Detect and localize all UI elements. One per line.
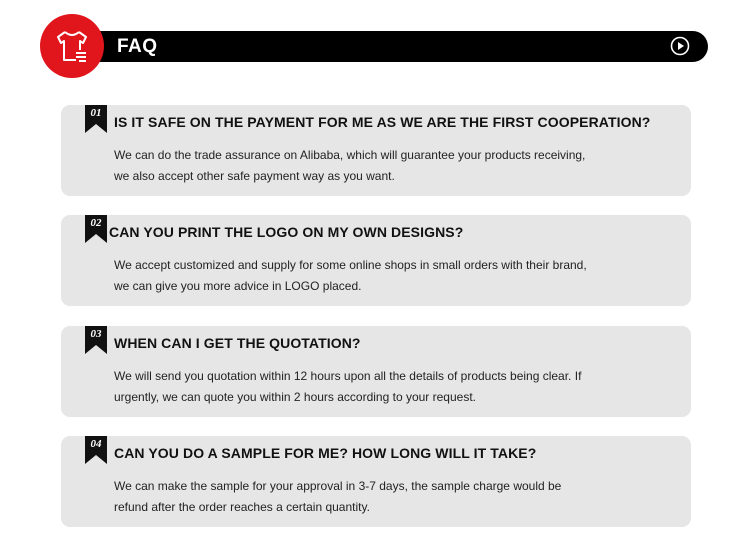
faq-question: IS IT SAFE ON THE PAYMENT FOR ME AS WE ARE THE FIRST COOPERATION? — [114, 114, 651, 130]
faq-item-3 — [61, 326, 691, 417]
answer-line: refund after the order reaches a certain quantity. — [114, 500, 370, 514]
faq-question: CAN YOU DO A SAMPLE FOR ME? HOW LONG WILL IT TAKE? — [114, 445, 537, 461]
faq-answer — [114, 476, 594, 518]
answer-line: we also accept other safe payment way as you want. — [114, 169, 395, 183]
number-badge — [85, 105, 107, 133]
page-title: FAQ — [117, 36, 158, 57]
item-number: 01 — [90, 107, 102, 119]
answer-line: We can do the trade assurance on Alibaba, which will guarantee your products receiving, — [114, 148, 586, 162]
faq-item-2 — [61, 215, 691, 306]
answer-line: We will send you quotation within 12 hours upon all the details of products being clear. If — [114, 369, 582, 383]
answer-line: We can make the sample for your approval in 3-7 days, the sample charge would be — [114, 479, 562, 493]
item-number: 04 — [90, 438, 102, 450]
faq-answer — [114, 145, 594, 187]
number-badge — [85, 436, 107, 464]
faq-item-1 — [61, 105, 691, 196]
play-circle-icon[interactable] — [670, 36, 690, 56]
answer-line: urgently, we can quote you within 2 hours according to your request. — [114, 390, 476, 404]
faq-header-bar — [62, 31, 708, 62]
number-badge — [85, 215, 107, 243]
item-number: 03 — [90, 328, 102, 340]
answer-line: we can give you more advice in LOGO placed. — [114, 279, 362, 293]
answer-line: We accept customized and supply for some online shops in small orders with their brand, — [114, 258, 587, 272]
logo-badge — [40, 14, 104, 78]
faq-item-4 — [61, 436, 691, 527]
faq-answer — [114, 366, 594, 408]
tshirt-icon — [52, 26, 92, 66]
item-number: 02 — [90, 217, 102, 229]
faq-question: WHEN CAN I GET THE QUOTATION? — [114, 335, 361, 351]
faq-answer — [114, 255, 594, 297]
faq-question: CAN YOU PRINT THE LOGO ON MY OWN DESIGNS? — [109, 224, 464, 240]
number-badge — [85, 326, 107, 354]
